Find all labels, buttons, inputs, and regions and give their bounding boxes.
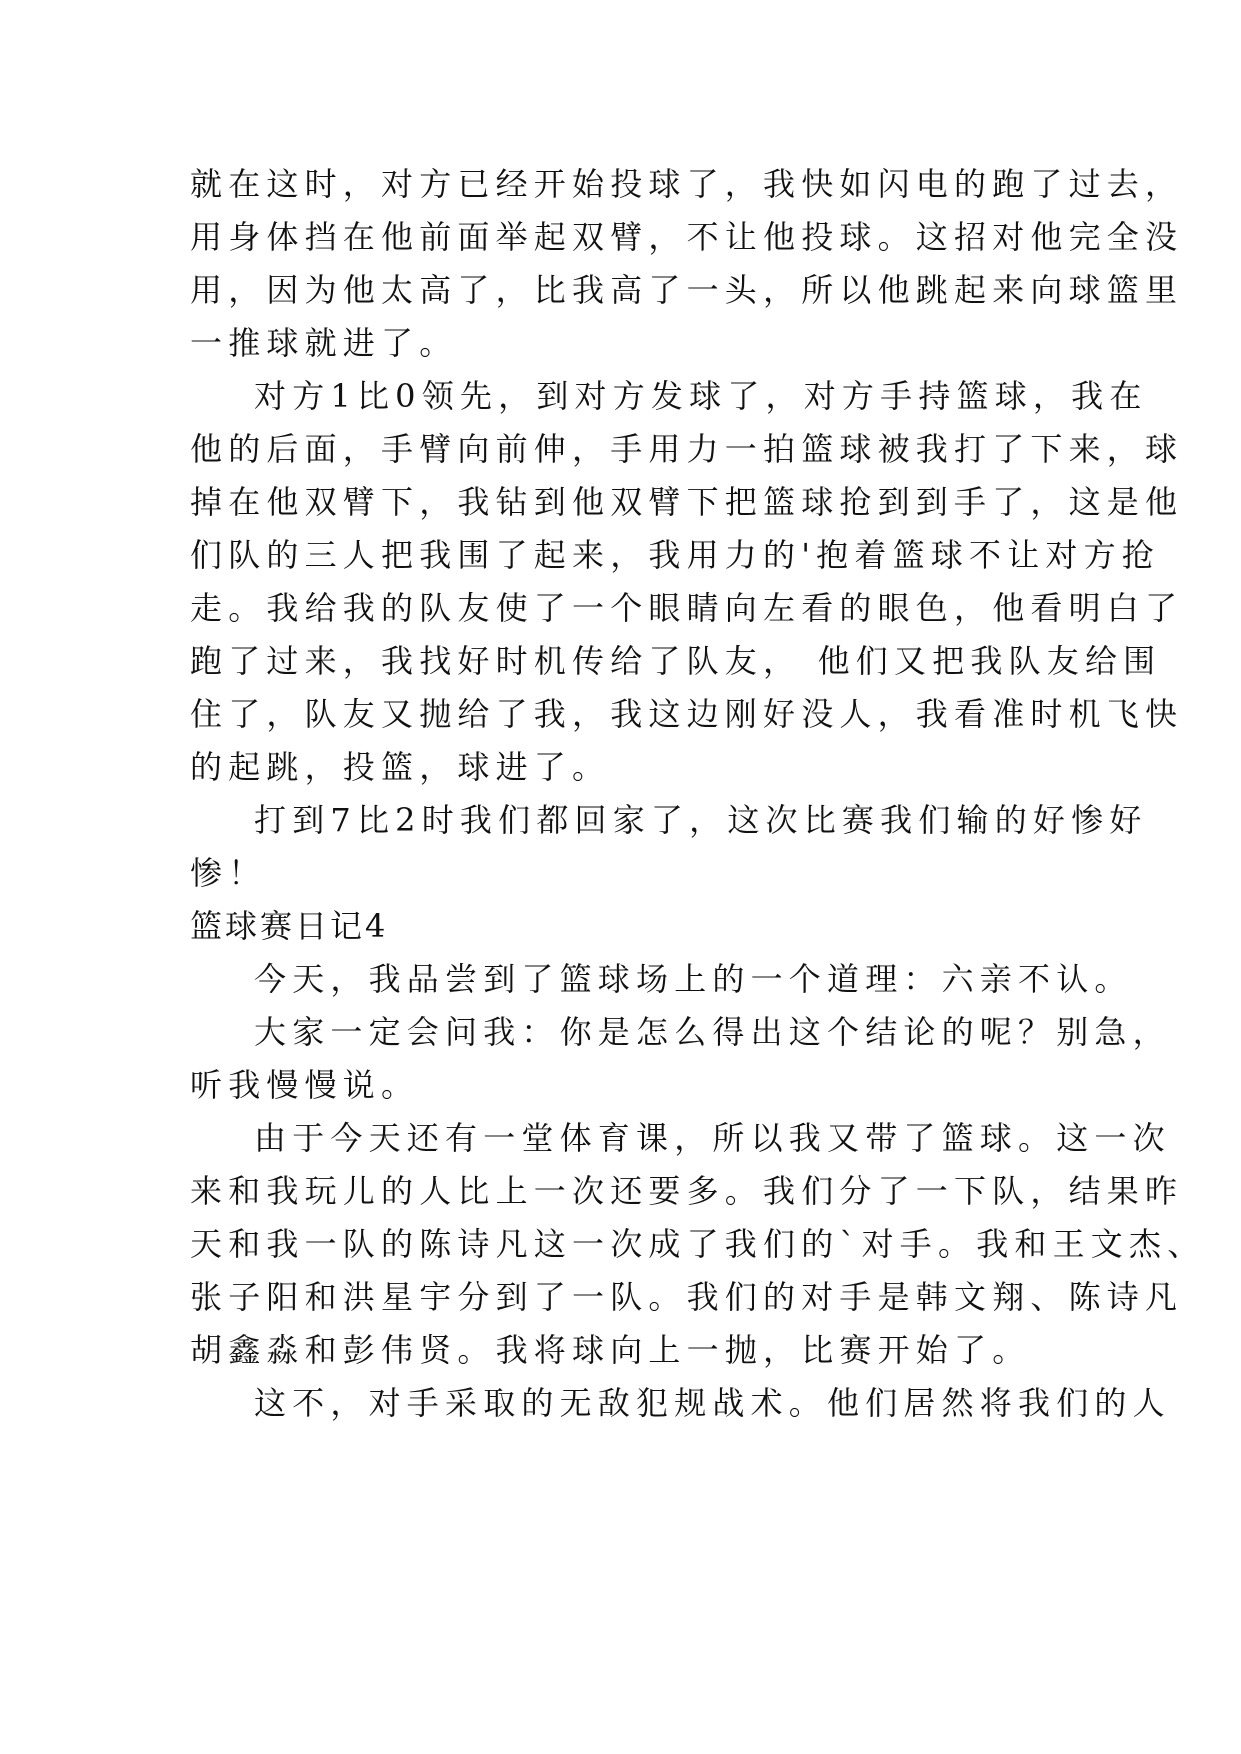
- text-line: 住了，队友又抛给了我，我这边刚好没人，我看准时机飞快: [190, 695, 1184, 733]
- text-line: 张子阳和洪星宇分到了一队。我们的对手是韩文翔、陈诗凡: [190, 1278, 1184, 1316]
- paragraph-5: [190, 1006, 1171, 1112]
- paragraph-4: [190, 953, 1133, 1006]
- text-line: 今天，我品尝到了篮球场上的一个道理：六亲不认。: [254, 960, 1133, 998]
- text-line: 由于今天还有一堂体育课，所以我又带了篮球。这一次: [254, 1119, 1171, 1157]
- text-line: 对方1比0领先，到对方发球了，对方手持篮球，我在: [254, 377, 1148, 415]
- paragraph-1: [190, 158, 1184, 370]
- text-line: 就在这时，对方已经开始投球了，我快如闪电的跑了过去，: [190, 165, 1184, 203]
- text-line: 大家一定会问我：你是怎么得出这个结论的呢？别急，: [254, 1013, 1171, 1051]
- document-body: [190, 158, 1206, 1430]
- text-line: 惨！: [190, 854, 267, 892]
- text-line: 的起跳，投篮，球进了。: [190, 748, 611, 786]
- paragraph-3: [190, 794, 1148, 900]
- paragraph-7: [190, 1377, 1171, 1430]
- text-line: 们队的三人把我围了起来，我用力的'抱着篮球不让对方抢: [190, 536, 1160, 574]
- paragraph-2: [190, 370, 1184, 794]
- text-line: 打到7比2时我们都回家了，这次比赛我们输的好惨好: [254, 801, 1148, 839]
- text-line: 他的后面，手臂向前伸，手用力一拍篮球被我打了下来，球: [190, 430, 1184, 468]
- text-line: 用身体挡在他前面举起双臂，不让他投球。这招对他完全没: [190, 218, 1184, 256]
- text-line: 走。我给我的队友使了一个眼睛向左看的眼色，他看明白了: [190, 589, 1184, 627]
- section-title: 篮球赛日记4: [190, 907, 389, 945]
- text-line: 跑了过来，我找好时机传给了队友， 他们又把我队友给围: [190, 642, 1162, 680]
- paragraph-6: [190, 1112, 1206, 1377]
- text-line: 听我慢慢说。: [190, 1066, 420, 1104]
- text-line: 来和我玩儿的人比上一次还要多。我们分了一下队，结果昨: [190, 1172, 1184, 1210]
- text-line: 天和我一队的陈诗凡这一次成了我们的`对手。我和王文杰、: [190, 1225, 1206, 1263]
- text-line: 这不，对手采取的无敌犯规战术。他们居然将我们的人: [254, 1384, 1171, 1422]
- text-line: 掉在他双臂下，我钻到他双臂下把篮球抢到到手了，这是他: [190, 483, 1184, 521]
- text-line: 一推球就进了。: [190, 324, 458, 362]
- text-line: 胡鑫淼和彭伟贤。我将球向上一抛，比赛开始了。: [190, 1331, 1031, 1369]
- text-line: 用，因为他太高了，比我高了一头，所以他跳起来向球篮里: [190, 271, 1184, 309]
